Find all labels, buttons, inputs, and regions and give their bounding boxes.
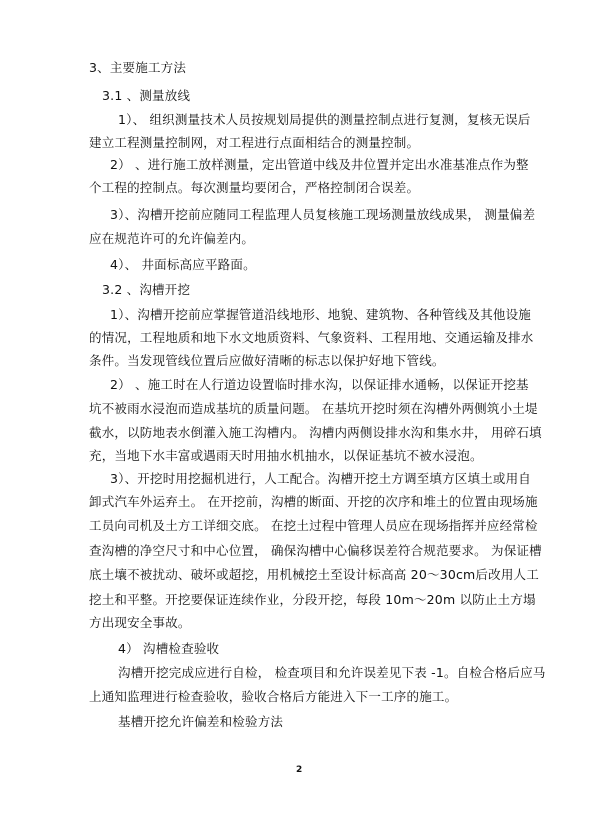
- paragraph-line: 条件。当发现管线位置后应做好清晰的标志以保护好地下管线。: [89, 353, 445, 368]
- paragraph-line: 挖土和平整。开挖要保证连续作业，分段开挖，每段 10m～20m 以防止土方塌: [89, 592, 536, 607]
- paragraph-line: 3）、沟槽开挖前应随同工程监理人员复核施工现场测量放线成果， 测量偏差: [110, 207, 536, 222]
- paragraph-line: 坑不被雨水浸泡而造成基坑的质量问题。 在基坑开挖时须在沟槽外两侧筑小土堤: [89, 401, 538, 416]
- paragraph-line: 个工程的控制点。每次测量均要闭合，严格控制闭合误差。: [89, 180, 420, 195]
- paragraph-line: 卸式汽车外运弃土。 在开挖前，沟槽的断面、开挖的次序和堆土的位置由现场施: [89, 494, 538, 509]
- paragraph-line: 4）、 井面标高应平路面。: [110, 257, 256, 272]
- paragraph-line: 应在规范许可的允许偏差内。: [89, 231, 255, 246]
- paragraph-line: 1）、 组织测量技术人员按规划局提供的测量控制点进行复测，复核无误后: [118, 112, 531, 127]
- paragraph-line: 充，当地下水丰富或遇雨天时用抽水机抽水，以保证基坑不被水浸泡。: [89, 448, 483, 463]
- paragraph-line: 2） 、进行施工放样测量，定出管道中线及井位置并定出水准基准点作为整: [110, 157, 529, 172]
- section-heading-main: 3、主要施工方法: [89, 60, 187, 75]
- paragraph-line: 的情况，工程地质和地下水文地质资料、气象资料、工程用地、交通运输及排水: [89, 330, 534, 345]
- subsection-title-3-1: 3.1 、测量放线: [102, 88, 191, 103]
- page-number: 2: [296, 765, 303, 775]
- paragraph-line: 底土壤不被扰动、破坏或超挖，用机械挖土至设计标高高 20～30cm后改用人工: [89, 567, 539, 582]
- paragraph-line: 截水，以防地表水倒灌入施工沟槽内。 沟槽内两侧设排水沟和集水井， 用碎石填: [89, 425, 542, 440]
- paragraph-line: 1）、沟槽开挖前应掌握管道沿线地形、地貌、建筑物、各种管线及其他设施: [110, 307, 532, 322]
- paragraph-line: 沟槽开挖完成应进行自检， 检查项目和允许误差见下表 -1。自检合格后应马: [118, 665, 546, 680]
- paragraph-line: 工员向司机及土方工详细交底。 在挖土过程中管理人员应在现场指挥并应经常检: [89, 518, 538, 533]
- paragraph-line: 3）、开挖时用挖掘机进行，人工配合。沟槽开挖土方调至填方区填土或用自: [110, 471, 532, 486]
- paragraph-line: 2） 、施工时在人行道边设置临时排水沟，以保证排水通畅，以保证开挖基: [110, 377, 529, 392]
- paragraph-line: 上通知监理进行检查验收，验收合格后方能进入下一工序的施工。: [89, 689, 458, 704]
- paragraph-line: 查沟槽的净空尺寸和中心位置， 确保沟槽中心偏移误差符合规范要求。 为保证槽: [89, 543, 542, 558]
- paragraph-line: 方出现安全事故。: [89, 615, 191, 630]
- table-caption: 基槽开挖允许偏差和检验方法: [118, 714, 284, 729]
- subsection-title-3-2: 3.2 、沟槽开挖: [102, 282, 191, 297]
- paragraph-line: 建立工程测量控制网，对工程进行点面相结合的测量控制。: [89, 135, 420, 150]
- subsection-title-4: 4） 沟槽检查验收: [118, 641, 220, 656]
